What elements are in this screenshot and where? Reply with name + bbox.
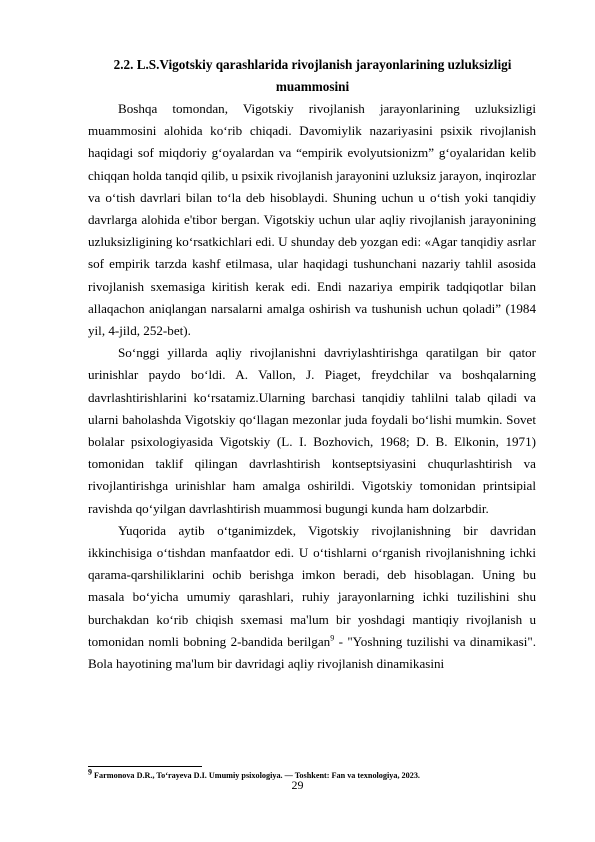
paragraph-3 [88, 520, 536, 675]
paragraph-1: Boshqa tomondan, Vigotskiy rivojlanish jarayonlarining uzluksizligi muammosini alohida ko‘rib chiqadi. Davomiylik nazariyasini psixik rivojlanish haqidagi sof miqdoriy g‘oyalardan va “empirik evolyutsionizm” g‘oyalaridan kelib chiqqan holda tanqid qilib, u psixik rivojlanish jarayonini uzluksiz jarayon, inqirozlar va o‘tish davrlari bilan to‘la deb hisoblaydi. Shuning uchun u o‘tish yoki tanqidiy davrlarga alohida e'tibor bergan. Vigotskiy uchun ular aqliy rivojlanish jarayonining uzluksizligining ko‘rsatkichlari edi. U shunday deb yozgan edi: «Agar tanqidiy asrlar sof empirik tarzda kashf etilmasa, ular haqidagi tushunchani nazariy tahlil asosida rivojlanish sxemasiga kiritish kerak edi. Endi nazariya empirik tadqiqotlar bilan allaqachon aniqlangan narsalarni amalga oshirish va tushunish uchun qoladi” (1984 yil, 4-jild, 252-bet). [88, 101, 537, 339]
footnote-mark: 9 [88, 767, 92, 777]
section-heading-line-1: 2.2. L.S.Vigotskiy qarashlarida rivojlanish jarayonlarining uzluksizligi [113, 57, 512, 72]
paragraph-3-text-b: - "Yoshning tuzilishi va dinamikasi". Bola hayotining ma'lum bir davridagi aqliy rivojlanish dinamikasini [88, 633, 536, 672]
body-text [88, 98, 536, 675]
paragraph-3-text-a: Yuqorida aytib o‘tganimizdek, Vigotskiy rivojlanishning bir davridan ikkinchisiga o‘tishdan manfaatdor edi. U o‘tishlarni o‘rganish rivojlanishning ichki qarama-qarshiliklarini ochib berishga imkon beradi, deb hisoblagan. Uning bu masala bo‘yicha umumiy qarashlari, ruhiy jarayonlarning ichki tuzilishini shu burchakdan ko‘rib chiqish sxemasi ma'lum bir yoshdagi mantiqiy rivojlanish u tomonidan nomli bobning 2-bandida berilgan [88, 522, 536, 649]
footnote-text: Farmonova D.R., To‘rayeva D.I. Umumiy psixologiya. — Toshkent: Fan va texnologiya, 2023. [92, 771, 420, 780]
paragraph-2: So‘nggi yillarda aqliy rivojlanishni davriylashtirishga qaratilgan bir qator urinishlar paydo bo‘ldi. A. Vallon, J. Piaget, freydchilar va boshqalarning davrlashtirishlarini ko‘rsatamiz.Ularning barchasi tanqidiy tahlilni talab qiladi va ularni baholashda Vigotskiy qo‘llagan mezonlar juda foydali bo‘lishi mumkin. Sovet bolalar psixologiyasida Vigotskiy (L. I. Bozhovich, 1968; D. B. Elkonin, 1971) tomonidan taklif qilingan davrlashtirish kontseptsiyasini chuqurlashtirish va rivojlantirishga urinishlar ham amalga oshirildi. Vigotskiy tomonidan printsipial ravishda qo‘yilgan davrlashtirish muammosi bugungi kunda ham dolzarbdir. [88, 345, 536, 516]
section-heading [90, 54, 535, 98]
footnote-divider [88, 766, 202, 767]
footnote-reference: 9 [330, 633, 335, 643]
page-number: 29 [291, 778, 304, 792]
section-heading-line-2: muammosini [275, 79, 350, 94]
